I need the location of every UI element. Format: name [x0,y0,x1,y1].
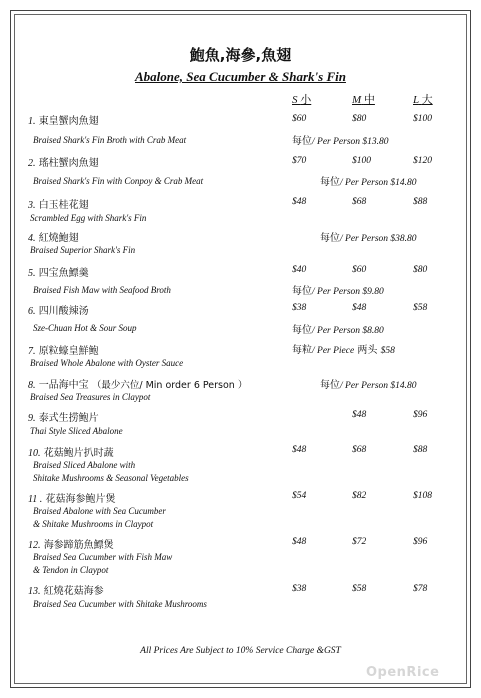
per-person-price: 每位/ Per Person $8.80 [292,325,384,336]
menu-item-name: 7. 原粒蠔皇鮮鲍 [28,346,99,357]
menu-item-name: 1. 東皇蟹肉魚翅 [28,116,99,127]
menu-item-description: Braised Fish Maw with Seafood Broth [33,285,171,295]
size-header-large: L 大 [413,93,433,106]
price-small: $48 [292,537,307,547]
price-small: $38 [292,303,307,313]
menu-item-description: Braised Sliced Abalone with [33,460,136,470]
per-person-price: 每位/ Per Person $9.80 [292,286,384,297]
menu-item-name: 2. 瑤柱蟹肉魚翅 [28,158,99,169]
per-person-price: 每位/ Per Person $14.80 [320,177,417,188]
menu-item-description: Braised Superior Shark's Fin [30,245,136,255]
price-large: $108 [413,491,432,501]
menu-item-name: 3. 白玉桂花翅 [28,200,89,211]
price-large: $96 [413,410,428,420]
menu-item-description: Braised Sea Cucumber with Shitake Mushrooms [33,599,207,609]
price-small: $40 [292,265,307,275]
price-medium: $72 [352,537,367,547]
menu-item-name: 10. 花菇鲍片扒时蔬 [28,448,114,459]
price-medium: $68 [352,445,367,455]
menu-item-name: 12. 海参蹄筋魚鰾煲 [28,540,114,551]
menu-item-name: 4. 紅燒鮑翅 [28,233,79,244]
price-medium: $60 [352,265,367,275]
menu-item-description: Braised Shark's Fin Broth with Crab Meat [33,135,187,145]
per-person-price: 每位/ Per Person $13.80 [292,136,389,147]
per-piece-price: 每粒/ Per Piece 两头 $58 [292,345,395,356]
price-large: $100 [413,114,432,124]
menu-item-name: 9. 泰式生捞鲍片 [28,413,99,424]
menu-item-name: 13. 紅燒花菇海参 [28,586,104,597]
price-medium: $82 [352,491,367,501]
price-large: $96 [413,537,428,547]
menu-item-name: 8. 一品海中宝 （最少六位/ Min order 6 Person ） [28,380,248,391]
menu-item-name: 11 . 花菇海参鲍片煲 [28,494,116,505]
menu-item-name: 5. 四宝魚鰾羹 [28,268,89,279]
price-small: $70 [292,156,307,166]
price-large: $80 [413,265,428,275]
menu-item-description: & Shitake Mushrooms in Claypot [33,519,154,529]
menu-item-description: & Tendon in Claypot [33,565,109,575]
price-medium: $58 [352,584,367,594]
menu-item-description: Braised Sea Treasures in Claypot [30,392,151,402]
menu-item-description: Thai Style Sliced Abalone [30,426,123,436]
menu-item-description: Scrambled Egg with Shark's Fin [30,213,147,223]
per-person-price: 每位/ Per Person $38.80 [320,233,417,244]
price-small: $54 [292,491,307,501]
menu-title-chinese: 鮑魚,海參,魚翅 [189,46,292,64]
price-medium: $68 [352,197,367,207]
price-large: $78 [413,584,428,594]
price-medium: $100 [352,156,371,166]
menu-item-name: 6. 四川酸辣汤 [28,306,89,317]
price-large: $88 [413,445,428,455]
price-medium: $48 [352,303,367,313]
size-header-small: S 小 [292,93,312,106]
price-large: $58 [413,303,428,313]
price-small: $38 [292,584,307,594]
menu-item-description: Shitake Mushrooms & Seasonal Vegetables [33,473,189,483]
price-medium: $48 [352,410,367,420]
price-small: $60 [292,114,307,124]
menu-title-english: Abalone, Sea Cucumber & Shark's Fin [135,69,346,84]
price-small: $48 [292,445,307,455]
menu-item-description: Braised Abalone with Sea Cucumber [33,506,166,516]
per-person-price: 每位/ Per Person $14.80 [320,380,417,391]
service-charge-note: All Prices Are Subject to 10% Service Charge &GST [140,646,341,656]
price-medium: $80 [352,114,367,124]
price-large: $88 [413,197,428,207]
menu-item-description: Braised Whole Abalone with Oyster Sauce [30,358,184,368]
size-header-medium: M 中 [352,93,375,106]
price-large: $120 [413,156,432,166]
menu-item-description: Braised Shark's Fin with Conpoy & Crab Meat [33,176,204,186]
menu-item-description: Sze-Chuan Hot & Sour Soup [33,323,137,333]
menu-item-description: Braised Sea Cucumber with Fish Maw [33,552,173,562]
openrice-watermark: OpenRice [366,665,440,680]
price-small: $48 [292,197,307,207]
